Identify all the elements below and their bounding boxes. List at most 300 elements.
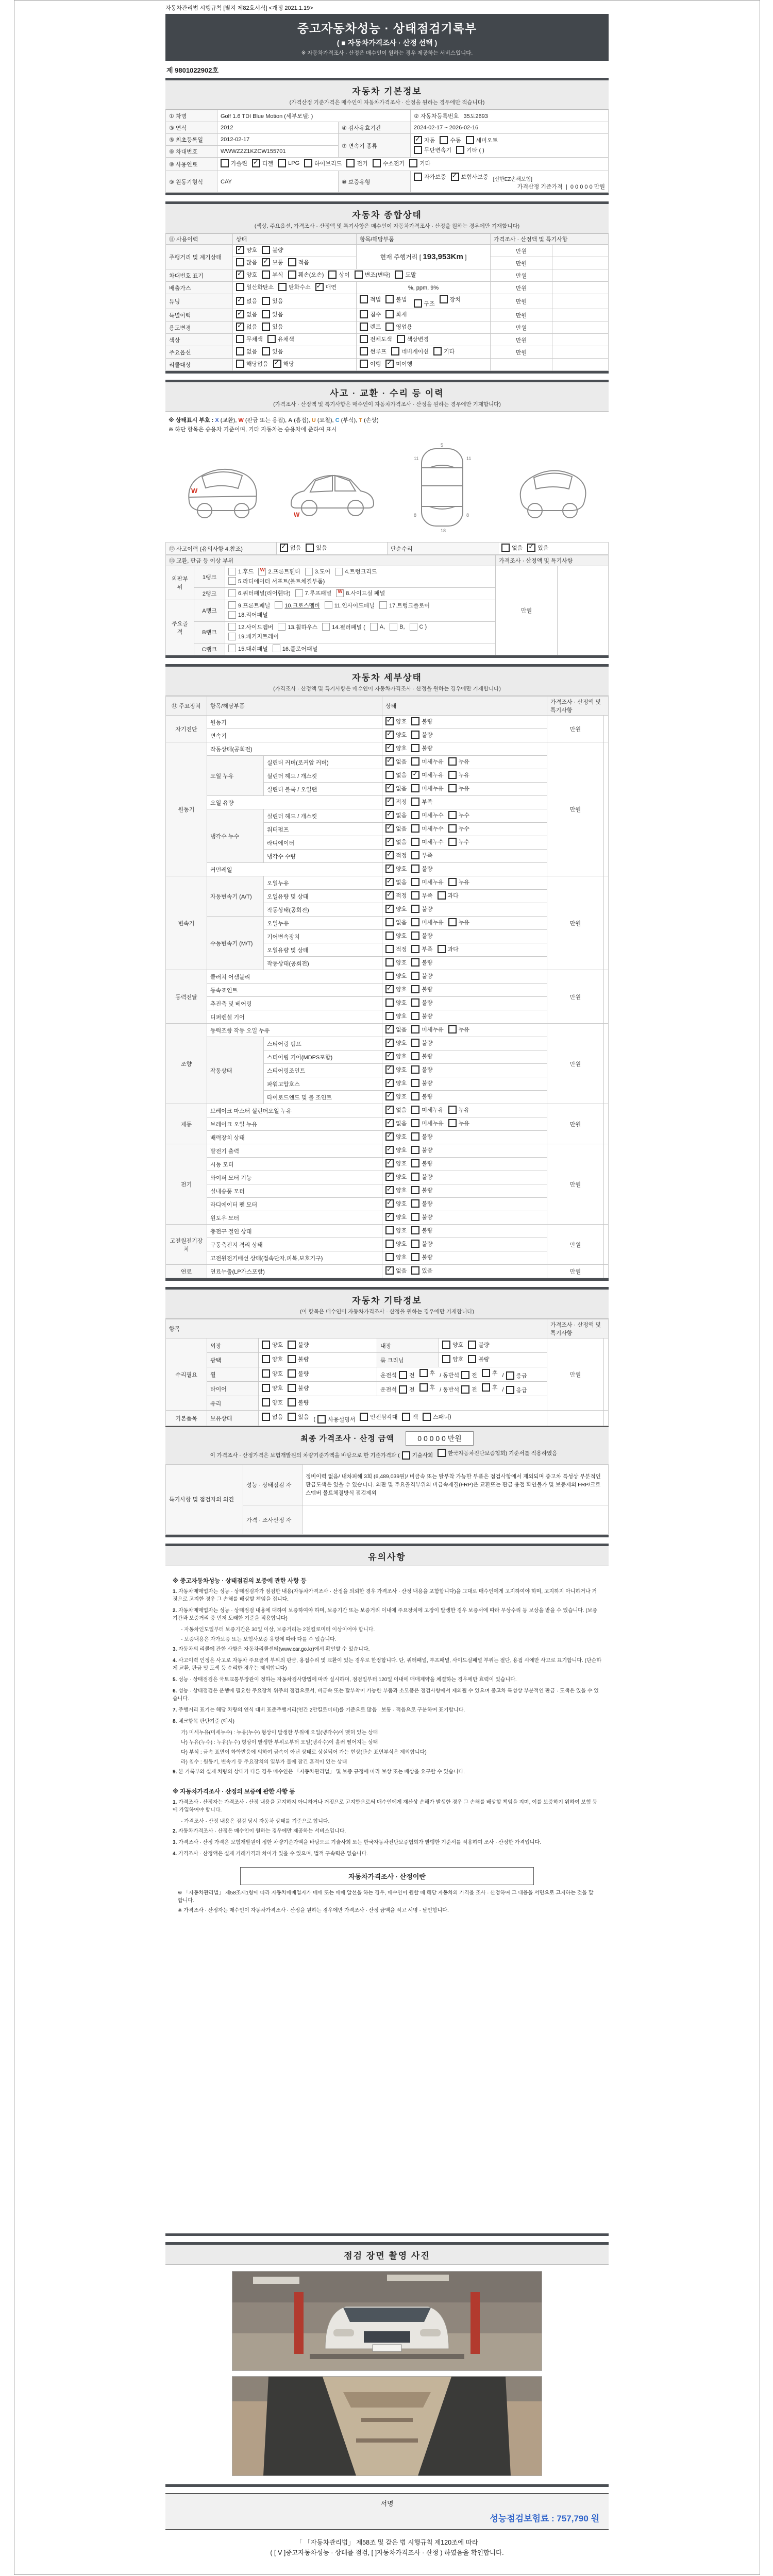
checkbox-불량[interactable]: 불량 (411, 865, 432, 873)
checkbox-box (385, 891, 394, 900)
checkbox-box (385, 744, 394, 752)
checkbox-누유[interactable]: 누유 (448, 1106, 469, 1114)
warranty-options (411, 171, 609, 193)
checkbox-일산화탄소[interactable]: 일산화탄소 (236, 283, 274, 291)
checkbox-불량[interactable]: 불량 (411, 1052, 432, 1060)
checkbox-후[interactable]: 후 (482, 1383, 498, 1392)
checkbox-미세누유[interactable]: 미세누유 (411, 757, 444, 766)
checkbox-4.트렁크리드[interactable]: 4.트렁크리드 (335, 567, 377, 575)
checkbox-양호[interactable]: ✓ 양호 (385, 1039, 407, 1047)
checkbox-불량[interactable]: 불량 (411, 1173, 432, 1181)
checkbox-누유[interactable]: 누유 (448, 1119, 469, 1127)
checkbox-2.프론트휀더[interactable]: W 2.프론트휀더 (258, 567, 300, 575)
checkbox-10.크로스멤버[interactable]: 10.크로스멤버 (275, 601, 320, 609)
checkbox-양호[interactable]: 양호 (262, 1398, 283, 1406)
checkbox-box (411, 1266, 419, 1275)
checkbox-수동[interactable]: 수동 (440, 136, 461, 144)
final-price-value: 0 0 0 0 0 만원 (406, 1431, 473, 1446)
checkbox-양호[interactable]: 양호 (385, 1012, 407, 1020)
notice-item: 4. 사고이력 인정은 사고로 자동차 주요골격 부위의 판금, 용접수리 및 교환이 있는 경우로 한정합니다. 단, 쿼터패널, 루프패널, 사이드실패널 부위는 절단, 용접 시에만 사고로 표기합니다. (단순하게 교환, 판금 및 도색 등 수리한 경우는 제외합니다) (173, 1657, 601, 1671)
checkbox-부족[interactable]: 부족 (411, 891, 432, 900)
item-오일유량 및 상태: 오일유량 및 상태 (264, 943, 382, 957)
checkbox-후[interactable]: 후 (419, 1369, 435, 1377)
checkbox-안전삼각대[interactable]: 안전삼각대 (360, 1413, 397, 1421)
checkbox-적법[interactable]: 적법 (360, 295, 381, 303)
checkbox-불량[interactable]: 불량 (411, 972, 432, 980)
checkbox-누수[interactable]: 누수 (448, 838, 469, 846)
checkbox-box (385, 931, 394, 940)
checkbox-불량[interactable]: 불량 (411, 731, 432, 739)
signature-label: 서명 (380, 2499, 394, 2507)
checkbox-box (385, 918, 394, 926)
checkbox-있음[interactable]: 있음 (262, 323, 283, 331)
mileage-state-1 (233, 245, 357, 257)
checkbox-탄화수소[interactable]: 탄화수소 (278, 283, 311, 291)
label-내장: 내장 (377, 1338, 439, 1353)
checkbox-box (411, 771, 419, 779)
row-배출가스: 배출가스 (166, 282, 233, 294)
checkbox-B,[interactable]: B, (390, 623, 405, 631)
checkbox-적음[interactable]: 적음 (288, 258, 309, 266)
notice-subitem: - 가격조사 · 산정 내용은 점검 당시 자동차 상태를 기준으로 합니다. (181, 1818, 330, 1824)
checkbox-box (262, 1384, 270, 1392)
checkbox-불량[interactable]: 불량 (288, 1355, 309, 1363)
checkbox-도말[interactable]: 도말 (395, 270, 416, 279)
checkbox-한국자동차진단보증협회[interactable]: 한국자동차진단보증협회 ) 기준서를 적용하였음 (438, 1449, 559, 1457)
checkbox-기타[interactable]: 기타 (409, 159, 430, 167)
checkbox-불량[interactable]: 불량 (262, 246, 283, 254)
checkbox-침수[interactable]: 침수 (360, 310, 381, 318)
checkbox-box (236, 360, 244, 368)
notice-item: 8. 체크항목 판단기준 (예시) (173, 1718, 234, 1724)
checkbox-box (304, 159, 312, 167)
checkbox-불량[interactable]: 불량 (411, 931, 432, 940)
checkbox-불량[interactable]: 불량 (411, 985, 432, 993)
checkbox-9.프론트패널[interactable]: 9.프론트패널 (228, 601, 270, 609)
checkbox-전[interactable]: / 동반석 전 (440, 1385, 477, 1394)
checkbox-양호[interactable]: ✓ 양호 (236, 270, 257, 279)
checkbox-없음[interactable]: 없음 (385, 771, 407, 779)
checkbox-18.리어패널[interactable]: 18.리어패널 (228, 611, 268, 619)
checkbox-잭[interactable]: 잭 (402, 1413, 418, 1421)
basic-info-table (165, 110, 609, 193)
car-name-label: ① 차명 (166, 110, 217, 122)
checkbox-box (419, 1383, 428, 1392)
checkbox-양호[interactable]: 양호 (262, 1341, 283, 1349)
label-휠: 휠 (207, 1367, 259, 1382)
checkbox-양호[interactable]: 양호 (442, 1355, 463, 1363)
checkbox-전[interactable]: 운전석 전 (380, 1371, 415, 1379)
transmission-label: ⑦ 변속기 종류 (339, 134, 411, 158)
notice-item: 7. 주행거리 표기는 해당 차량의 연식 대비 표준주행거리(연간 2만킬로미터)를 기준으로 많음 · 보통 · 적음으로 구분하여 표기합니다. (173, 1707, 465, 1713)
price-survey-note: ※ 가격조사 · 산정자는 매수인이 자동차가격조사 · 산정을 원하는 경우에만 가격조사 · 산정 금액을 적고 서명 · 날인합니다. (178, 1907, 449, 1913)
checkbox-없음[interactable]: ✓ 없음 (385, 824, 407, 833)
checkbox-있음[interactable]: 있음 (306, 544, 327, 552)
checkbox-하이브리드[interactable]: 하이브리드 (304, 159, 342, 167)
checkbox-기타 ( )[interactable]: 기타 ( ) (456, 146, 484, 154)
checkbox-미세누유[interactable]: 미세누유 (411, 878, 444, 886)
checkbox-누유[interactable]: 누유 (448, 771, 469, 779)
checkbox-무단변속기[interactable]: 무단변속기 (414, 146, 451, 154)
checkbox-box (228, 589, 236, 597)
car-diagram-top (393, 439, 491, 535)
checkbox-없음[interactable]: 없음 (236, 347, 257, 355)
checkbox-box (385, 784, 394, 792)
checkbox-매연[interactable]: ✓ 매연 (315, 283, 337, 291)
checkbox-부족[interactable]: 부족 (411, 945, 432, 953)
checkbox-양호[interactable]: 양호 (385, 931, 407, 940)
checkbox-장치[interactable]: 장치 (440, 295, 461, 303)
state-options (382, 863, 547, 876)
checkbox-적정[interactable]: 적정 (385, 945, 407, 953)
checkbox-많음[interactable]: 많음 (236, 258, 257, 266)
checkbox-후[interactable]: 후 (482, 1369, 498, 1377)
checkbox-불량[interactable]: 불량 (411, 1079, 432, 1087)
checkbox-양호[interactable]: 양호 (262, 1355, 283, 1363)
checkbox-전기[interactable]: 전기 (346, 159, 367, 167)
device-동력전달: 동력전달 (166, 970, 207, 1024)
checkbox-응급[interactable]: / 응급 (502, 1387, 527, 1394)
checkbox-15.대쉬패널[interactable]: 15.대쉬패널 (228, 645, 268, 653)
checkbox-19.패키지트레이[interactable]: 19.패키지트레이 (228, 632, 279, 640)
checkbox-양호[interactable]: ✓ 양호 (385, 905, 407, 913)
checkbox-화재[interactable]: 화재 (385, 310, 407, 318)
checkbox-없음[interactable]: ✓ 없음 (385, 811, 407, 819)
checkbox-썬루프[interactable]: 썬루프 (360, 347, 386, 355)
checkbox-미세누유[interactable]: 미세누유 (411, 1025, 444, 1033)
engine-type-label: ⑨ 원동기형식 (166, 171, 217, 193)
svg-text:11: 11 (466, 456, 471, 461)
checkbox-없음[interactable]: ✓ 없음 (236, 323, 257, 331)
checkbox-부족[interactable]: 부족 (411, 851, 432, 859)
checkbox-전[interactable]: 운전석 전 (380, 1385, 415, 1394)
checkbox-box (448, 784, 457, 792)
state-options (382, 997, 547, 1010)
checkbox-미세누유[interactable]: 미세누유 (411, 1119, 444, 1127)
checkbox-적정[interactable]: ✓ 적정 (385, 798, 407, 806)
checkbox-디젤[interactable]: ✓ 디젤 (252, 159, 273, 167)
checkbox-양호[interactable]: ✓ 양호 (385, 1052, 407, 1060)
device-자기진단: 자기진단 (166, 716, 207, 742)
checkbox-미세누수[interactable]: 미세누수 (411, 824, 444, 833)
checkbox-응급[interactable]: / 응급 (502, 1372, 527, 1379)
checkbox-불량[interactable]: 불량 (411, 1159, 432, 1167)
checkbox-양호[interactable]: ✓ 양호 (385, 1173, 407, 1181)
photos-header: 점검 장면 촬영 사진 (344, 2250, 430, 2261)
checkbox-box (288, 1384, 296, 1392)
checkbox-세미오토[interactable]: 세미오토 (466, 136, 498, 144)
checkbox-없음[interactable]: ✓ 없음 (385, 757, 407, 766)
checkbox-과다[interactable]: 과다 (438, 891, 459, 900)
checkbox-없음[interactable]: ✓ 없음 (385, 1106, 407, 1114)
checkbox-3.도어[interactable]: 3.도어 (305, 567, 330, 575)
checkbox-부족[interactable]: 부족 (411, 798, 432, 806)
checkbox-box (385, 1106, 394, 1114)
col-item: 항목/해당부품 (357, 234, 491, 245)
checkbox-box (278, 159, 286, 167)
inspection-photo-underbody (232, 2376, 542, 2476)
checkbox-불량[interactable]: 불량 (411, 1146, 432, 1154)
checkbox-불량[interactable]: 불량 (288, 1398, 309, 1406)
checkbox-box (414, 146, 422, 154)
state-options (382, 943, 547, 957)
checkbox-없음[interactable]: ✓ 없음 (385, 1119, 407, 1127)
inspection-period: 2024-02-17 ~ 2026-02-16 (411, 122, 609, 134)
checkbox-양호[interactable]: ✓ 양호 (236, 246, 257, 254)
checkbox-불량[interactable]: 불량 (411, 998, 432, 1007)
checkbox-box (228, 611, 236, 619)
checkbox-불량[interactable]: 불량 (468, 1341, 489, 1349)
checkbox-양호[interactable]: 양호 (385, 1226, 407, 1234)
checkbox-양호[interactable]: ✓ 양호 (385, 985, 407, 993)
checkbox-양호[interactable]: ✓ 양호 (385, 744, 407, 752)
checkbox-불량[interactable]: 불량 (288, 1384, 309, 1392)
checkbox-양호[interactable]: ✓ 양호 (385, 731, 407, 739)
checkbox-있음[interactable]: 있음 (411, 1266, 432, 1275)
checkbox-11.인사이드패널[interactable]: 11.인사이드패널 (325, 601, 375, 609)
checkbox-구조[interactable]: 구조 (412, 299, 435, 308)
checkbox-색상변경[interactable]: 색상변경 (397, 335, 429, 343)
checkbox-box (280, 544, 288, 552)
state-options (382, 1010, 547, 1024)
checkbox-불량[interactable]: 불량 (411, 1039, 432, 1047)
checkbox-양호[interactable]: ✓ 양호 (385, 1186, 407, 1194)
checkbox-적정[interactable]: ✓ 적정 (385, 891, 407, 900)
checkbox-부식[interactable]: 부식 (262, 270, 283, 279)
checkbox-스패너[interactable]: 스패너 ) (423, 1413, 453, 1421)
checkbox-box (236, 283, 244, 291)
checkbox-해당[interactable]: ✓ 해당 (273, 360, 294, 368)
section-accident-history (165, 380, 609, 658)
checkbox-가솔린[interactable]: 가솔린 (221, 159, 247, 167)
checkbox-유채색[interactable]: 유채색 (267, 335, 294, 343)
checkbox-있음[interactable]: ✓ 있음 (527, 544, 548, 552)
checkbox-불량[interactable]: 불량 (411, 1065, 432, 1074)
checkbox-누유[interactable]: 누유 (448, 784, 469, 792)
checkbox-렌트[interactable]: 렌트 (360, 323, 381, 331)
checkbox-미세누수[interactable]: 미세누수 (411, 811, 444, 819)
checkbox-box (360, 323, 368, 331)
code-W: W (판금 또는 용접), (238, 417, 289, 423)
checkbox-전[interactable]: / 동반석 전 (440, 1371, 477, 1379)
checkbox-양호[interactable]: ✓ 양호 (385, 717, 407, 725)
checkbox-box (411, 931, 419, 940)
checkbox-양호[interactable]: ✓ 양호 (385, 1065, 407, 1074)
inspection-photo-front (232, 2271, 542, 2371)
checkbox-box (262, 246, 270, 254)
rank-B랭크: B랭크 (194, 621, 225, 643)
checkbox-양호[interactable]: 양호 (385, 972, 407, 980)
state-options (382, 742, 547, 756)
checkbox-보통[interactable]: ✓ 보통 (262, 258, 283, 266)
checkbox-없음[interactable]: ✓ 없음 (385, 1025, 407, 1033)
item-브레이크 오일 누유: 브레이크 오일 누유 (207, 1117, 382, 1131)
checkbox-양호[interactable]: ✓ 양호 (385, 1132, 407, 1141)
checkbox-box (411, 1012, 419, 1020)
checkbox-불량[interactable]: 불량 (411, 1240, 432, 1248)
checkbox-C )[interactable]: C ) (410, 623, 427, 631)
item-타이로드엔드 및 볼 조인트: 타이로드엔드 및 볼 조인트 (264, 1091, 382, 1104)
checkbox-무채색[interactable]: 무채색 (236, 335, 263, 343)
detail-state: ⑭ 주요장치 항목/해당부품 상태 가격조사 · 산정액 및 특기사항 자기진단 원동기 ✓ 양호 불량 만원 변속기 ✓ 양호 불량 원동기 작동상태(공회전) ✓ 양호 불량 만원 오일 누유 실린더 커버(로커암 커버) ✓ 없음 미세누유 누유 실린더 헤드 / 개스킷 없음 ✓ 미세누유 누유 실린더 블록 / 오일팬 ✓ 없음 미세누유 누유 오일 유량 ✓ 적정 부족 냉각수 누수 실린더 헤드 / 개스킷 ✓ 없음 미세누수 누수 워터펌프 ✓ 없음 미세누수 누수 라디에이터 ✓ 없음 미세누수 누수 냉각수 수량 ✓ 적정 부족 커먼레일 ✓ 양호 불량 변속기 자동변속기 (A/T) 오일누유 ✓ 없음 미세누유 누유 만원 오일유량 및 상태 ✓ 적정 부족 과다 작동상태(공회전) ✓ 양호 불량 수동변속기 (M/T) 오일누유 없음 미세누유 누유 기어변속장치 양호 불량 오일유량 및 상태 적정 부족 과다 작동상태(공회전) 양호 불량 동력전달 클러치 어셈블리 양호 불량 만원 등속죠인트 ✓ 양호 불량 추진축 및 베어링 양호 불량 디퍼렌셜 기어 양호 불량 조향 동력조향 작동 오일 누유 ✓ 없음 미세누유 누유 만원 작동상태 스티어링 펌프 ✓ 양호 불량 스티어링 기어(MDPS포함) ✓ 양호 불량 스티어링조인트 ✓ 양호 불량 파워고압호스 ✓ 양호 불량 타이로드엔드 및 볼 조인트 ✓ 양호 불량 제동 브레이크 마스터 실린더오일 누유 ✓ 없음 미세누유 누유 만원 브레이크 오일 누유 ✓ 없음 미세누유 누유 배력장치 상태 ✓ 양호 불량 전기 발전기 출력 ✓ 양호 불량 만원 시동 모터 ✓ 양호 불량 와이퍼 모터 기능 ✓ 양호 불량 실내송풍 모터 ✓ 양호 불량 라디에이터 팬 모터 ✓ 양호 불량 윈도우 모터 ✓ 양호 불량 고전원전기장치 충전구 절연 상태 양호 불량 만원 구동축전지 격리 상태 양호 불량 고전원전기배선 상태(접속단자,피복,보호기구) 양호 불량 연료 연료누출(LP가스포함) ✓ 없음 있음 만원 (165, 696, 609, 1278)
item-충전구 절연 상태: 충전구 절연 상태 (207, 1225, 382, 1238)
checkbox-양호[interactable]: 양호 (385, 1253, 407, 1261)
checkbox-자가보증[interactable]: 자가보증 (414, 173, 446, 181)
checkbox-양호[interactable]: 양호 (385, 998, 407, 1007)
checkbox-8.사이드실 패널[interactable]: W 8.사이드실 패널 (336, 589, 385, 597)
checkbox-없음[interactable]: 없음 (501, 544, 523, 552)
checkbox-자동[interactable]: ✓ 자동 (414, 136, 435, 144)
checkbox-있음[interactable]: 있음 (262, 347, 283, 355)
checkbox-1.후드[interactable]: 1.후드 (228, 567, 254, 575)
item-구동축전지 격리 상태: 구동축전지 격리 상태 (207, 1238, 382, 1251)
checkbox-없음[interactable]: ✓ 없음 (236, 297, 257, 305)
checkbox-양호[interactable]: ✓ 양호 (385, 1159, 407, 1167)
checkbox-6.쿼터패널(리어휀다)[interactable]: 6.쿼터패널(리어휀다) (228, 589, 291, 597)
page-title: 중고자동차성능 · 상태점검기록부 (297, 22, 477, 35)
checkbox-불량[interactable]: 불량 (411, 1199, 432, 1208)
notice-body (165, 1566, 609, 2233)
checkbox-전체도색[interactable]: 전체도색 (360, 335, 392, 343)
checkbox-없음[interactable]: 없음 (385, 918, 407, 926)
checkbox-누수[interactable]: 누수 (448, 811, 469, 819)
checkbox-있음[interactable]: 있음 (262, 297, 283, 305)
checkbox-불량[interactable]: 불량 (411, 1226, 432, 1234)
checkbox-적정[interactable]: ✓ 적정 (385, 851, 407, 859)
checkbox-양호[interactable]: ✓ 양호 (385, 1199, 407, 1208)
checkbox-누유[interactable]: 누유 (448, 918, 469, 926)
checkbox-없음[interactable]: ✓ 없음 (385, 838, 407, 846)
checkbox-불량[interactable]: 불량 (411, 744, 432, 752)
checkbox-12.사이드멤버[interactable]: 12.사이드멤버 (228, 623, 273, 631)
checkbox-양호[interactable]: 양호 (262, 1384, 283, 1392)
group-main-frame: 주요골격 (166, 600, 194, 655)
checkbox-없음[interactable]: 없음 (262, 1413, 283, 1421)
checkbox-과다[interactable]: 과다 (438, 945, 459, 953)
checkbox-box (262, 1355, 270, 1363)
checkbox-미세누수[interactable]: 미세누수 (411, 838, 444, 846)
checkbox-보험사보증[interactable]: ✓ 보험사보증 (451, 173, 489, 181)
checkbox-이행[interactable]: 이행 (360, 360, 381, 368)
checkbox-불량[interactable]: 불량 (411, 1253, 432, 1261)
checkbox-box (411, 824, 419, 833)
checkbox-미이행[interactable]: ✓ 미이행 (385, 360, 412, 368)
checkbox-양호[interactable]: 양호 (262, 1369, 283, 1378)
state-options (382, 1117, 547, 1131)
checkbox-양호[interactable]: ✓ 양호 (385, 1213, 407, 1221)
checkbox-있음[interactable]: 있음 (262, 310, 283, 318)
checkbox-영업용[interactable]: 영업용 (385, 323, 412, 331)
checkbox-box (385, 1266, 394, 1275)
section-detail-state (165, 664, 609, 1281)
checkbox-양호[interactable]: 양호 (442, 1341, 463, 1349)
checkbox-16.플로어패널[interactable]: 16.플로어패널 (273, 645, 317, 653)
checkbox-수소전기[interactable]: 수소전기 (373, 159, 405, 167)
item-options (357, 309, 491, 321)
checkbox-불량[interactable]: 불량 (411, 1092, 432, 1100)
checkbox-13.휠하우스[interactable]: 13.휠하우스 (278, 623, 317, 631)
checkbox-미세누유[interactable]: 미세누유 (411, 918, 444, 926)
checkbox-누유[interactable]: 누유 (448, 878, 469, 886)
checkbox-누유[interactable]: 누유 (448, 1025, 469, 1033)
checkbox-양호[interactable]: 양호 (385, 1240, 407, 1248)
checkbox-후[interactable]: 후 (419, 1383, 435, 1392)
checkbox-불량[interactable]: 불량 (411, 1213, 432, 1221)
checkbox-변조(변타)[interactable]: 변조(변타) (355, 270, 391, 279)
checkbox-네비게이션[interactable]: 네비게이션 (391, 347, 429, 355)
checkbox-불량[interactable]: 불량 (288, 1369, 309, 1378)
checkbox-훼손(오손)[interactable]: 훼손(오손) (288, 270, 324, 279)
checkbox-해당없음[interactable]: 해당없음 (236, 360, 268, 368)
checkbox-box (385, 1240, 394, 1248)
checkbox-5.라디에이터 서포트(볼트체결부품)[interactable]: 5.라디에이터 서포트(볼트체결부품) (228, 577, 325, 585)
state-options (382, 1024, 547, 1037)
checkbox-불량[interactable]: 불량 (411, 717, 432, 725)
checkbox-불량[interactable]: 불량 (411, 958, 432, 967)
checkbox-불법[interactable]: 불법 (385, 295, 407, 303)
checkbox-7.루프패널[interactable]: 7.루프패널 (295, 589, 332, 597)
etc-info: 항목 가격조사 · 산정액 및 특기사항 수리필요 외장 양호 불량 내장 양호 불량 만원 광택 양호 불량 룸 크리닝 양호 불량 휠 양호 불량 운전석 전 후 / 동반석 전 후 / 응급 타이어 양호 불량 운전석 전 후 / 동반석 전 후 / 응급 유리 양호 불량 기본품목 보유상태 없음 있음 ( 사용설명서 안전삼각대 잭 스패너 ) (165, 1319, 609, 1426)
checkbox-기타[interactable]: 기타 (433, 347, 455, 355)
checkbox-14.필러패널 ([interactable]: 14.필러패널 ( (322, 623, 365, 631)
checkbox-없음[interactable]: ✓ 없음 (385, 784, 407, 792)
checkbox-없음[interactable]: ✓ 없음 (236, 310, 257, 318)
checkbox-불량[interactable]: 불량 (468, 1355, 489, 1363)
notice-item: 3. 자동차의 리콜에 관한 사항은 자동차리콜센터(www.car.go.kr)에서 확인할 수 있습니다. (173, 1646, 370, 1652)
wheel-positions (377, 1367, 547, 1382)
checkbox-box (360, 1413, 368, 1421)
checkbox-불량[interactable]: 불량 (288, 1341, 309, 1349)
state-options (233, 269, 491, 282)
checkbox-LPG[interactable]: LPG (278, 159, 299, 167)
checkbox-있음[interactable]: 있음 (288, 1413, 309, 1421)
checkbox-양호[interactable]: ✓ 양호 (385, 1146, 407, 1154)
item-윈도우 모터: 윈도우 모터 (207, 1211, 382, 1225)
checkbox-box (288, 1369, 296, 1378)
accident-tables (165, 542, 609, 655)
checkbox-상이[interactable]: 상이 (328, 270, 349, 279)
item-라디에이터 팬 모터: 라디에이터 팬 모터 (207, 1198, 382, 1211)
checkbox-17.트렁크플로어[interactable]: 17.트렁크플로어 (379, 601, 430, 609)
parts-price-header: 가격조사 · 산정액 및 특기사항 (496, 555, 609, 566)
checkbox-불량[interactable]: 불량 (411, 1012, 432, 1020)
checkbox-사용설명서[interactable]: ( 사용설명서 (313, 1416, 356, 1423)
checkbox-불량[interactable]: 불량 (411, 1186, 432, 1194)
checkbox-미세누유[interactable]: 미세누유 (411, 784, 444, 792)
checkbox-누수[interactable]: 누수 (448, 824, 469, 833)
checkbox-양호[interactable]: 양호 (385, 958, 407, 967)
checkbox-A,[interactable]: A, (370, 623, 385, 631)
checkbox-box (399, 1385, 407, 1394)
checkbox-box (414, 299, 422, 308)
checkbox-누유[interactable]: 누유 (448, 757, 469, 766)
checkbox-미세누유[interactable]: ✓ 미세누유 (411, 771, 444, 779)
checkbox-양호[interactable]: ✓ 양호 (385, 1092, 407, 1100)
checkbox-기술사회[interactable]: 이 가격조사 · 산정가격은 보험개발원의 차량기준가액을 바탕으로 한 기준가격과 ( 기술사회 (210, 1451, 433, 1460)
checkbox-없음[interactable]: ✓ 없음 (280, 544, 301, 552)
checkbox-없음[interactable]: ✓ 없음 (385, 1266, 407, 1275)
state-options (382, 957, 547, 970)
checkbox-불량[interactable]: 불량 (411, 905, 432, 913)
checkbox-box (385, 985, 394, 993)
checkbox-양호[interactable]: ✓ 양호 (385, 865, 407, 873)
checkbox-없음[interactable]: ✓ 없음 (385, 878, 407, 886)
checkbox-불량[interactable]: 불량 (411, 1132, 432, 1141)
state-options (382, 1238, 547, 1251)
checkbox-양호[interactable]: ✓ 양호 (385, 1079, 407, 1087)
checkbox-미세누유[interactable]: 미세누유 (411, 1106, 444, 1114)
state-options (382, 796, 547, 809)
